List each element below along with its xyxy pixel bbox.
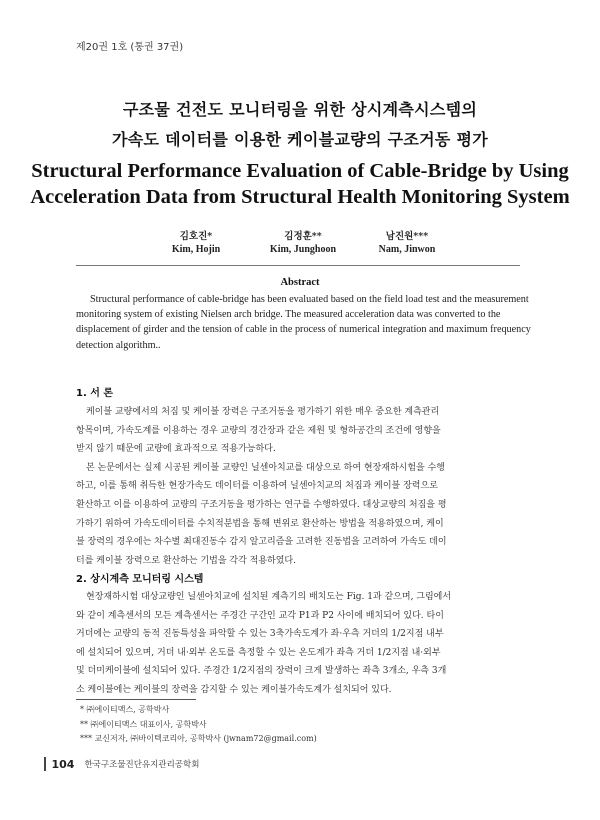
paragraph-line: 소 케이블에는 케이블의 장력을 감지할 수 있는 케이블가속도계가 설치되어 있다. bbox=[76, 684, 392, 695]
abstract-line: detection algorithm.. bbox=[76, 339, 161, 351]
author-2 bbox=[244, 228, 362, 255]
footnote-author-3: *** 교신저자, ㈜바이텍코리아, 공학박사 (jwnam72@gmail.com) bbox=[80, 734, 317, 743]
footnote-divider bbox=[76, 699, 196, 700]
footnote-author-1: * ㈜에이티맥스, 공학박사 bbox=[80, 705, 170, 714]
paragraph-line: 블 장력의 경우에는 차수별 최대진동수 감지 알고리즘을 고려한 진동법을 고려하여 가속도 데이 bbox=[76, 537, 447, 548]
author-1-korean-name: 김호진* bbox=[179, 231, 213, 242]
author-list bbox=[0, 228, 600, 255]
author-3-english-name: Nam, Jinwon bbox=[378, 244, 436, 255]
header-divider bbox=[76, 265, 520, 266]
paragraph-line: 에 설치되어 있으며, 거더 내·외부 온도를 측정할 수 있는 온도계가 좌측 거더 1/2지점 내·외부 bbox=[76, 647, 441, 658]
abstract-line: Structural performance of cable-bridge has been evaluated based on the field load test and the measurement bbox=[90, 294, 529, 305]
paragraph-line: 거더에는 교량의 동적 진동특성을 파악할 수 있는 3축가속도계가 좌·우측 거더의 1/2지점 내부 bbox=[76, 629, 444, 640]
paragraph-line: 받지 않기 때문에 교량에 효과적으로 적용가능하다. bbox=[76, 444, 276, 455]
english-title-line-1: Structural Performance Evaluation of Cable-Bridge by Using bbox=[31, 160, 569, 182]
paragraph-line: 가하기 위하여 가속도데이터를 수치적분법을 통해 변위로 환산하는 방법을 적용하였으며, 케이 bbox=[76, 518, 444, 529]
abstract-heading: Abstract bbox=[280, 277, 320, 288]
footnote-author-2: ** ㈜에이티맥스 대표이사, 공학박사 bbox=[80, 719, 207, 729]
paragraph-line: 본 논문에서는 실제 시공된 케이블 교량인 닐센아치교를 대상으로 하여 현장재하시험을 수행 bbox=[86, 462, 445, 473]
author-3-korean-name: 남진원*** bbox=[385, 231, 429, 242]
korean-title-line-2: 가속도 데이터를 이용한 케이블교량의 구조거동 평가 bbox=[112, 130, 488, 149]
page-footer bbox=[44, 757, 199, 771]
section-1-body bbox=[76, 403, 524, 570]
paragraph-line: 및 더미케이블에 설치되어 있다. 주경간 1/2지점의 장력이 크게 발생하는 좌측 3개소, 우측 3개 bbox=[76, 666, 447, 677]
paragraph-line: 항목이며, 가속도계를 이용하는 경우 교량의 경간장과 같은 제원 및 형하공간의 조건에 영향을 bbox=[76, 425, 441, 436]
paragraph-line: 환산하고 이를 이용하여 교량의 구조거동을 평가하는 연구를 수행하였다. 대상교량의 처짐을 평 bbox=[76, 499, 447, 510]
abstract-line: monitoring system of existing Nielsen arch bridge. The measured acceleration data was converted to the bbox=[76, 309, 501, 321]
korean-title-line-1: 구조물 건전도 모니터링을 위한 상시계측시스템의 bbox=[122, 100, 478, 119]
footer-bar bbox=[44, 757, 46, 771]
author-1 bbox=[148, 228, 244, 255]
section-2-heading: 2. 상시계측 모니터링 시스템 bbox=[76, 574, 204, 585]
paragraph-line: 하고, 이를 통해 취득한 현장가속도 데이터를 이용하여 닐센아치교의 처짐과 케이블 장력으로 bbox=[76, 481, 438, 492]
author-2-korean-name: 김정훈** bbox=[284, 231, 322, 242]
publisher-name: 한국구조물진단유지관리공학회 bbox=[84, 760, 200, 770]
footnotes bbox=[80, 703, 317, 747]
paragraph-line: 케이블 교량에서의 처짐 및 케이블 장력은 구조거동을 평가하기 위한 매우 중요한 계측관리 bbox=[86, 407, 440, 417]
author-2-english-name: Kim, Junghoon bbox=[269, 244, 337, 255]
paragraph-line: 와 같이 계측센서의 모든 계측센서는 주경간 구간인 교각 P1과 P2 사이에 배치되어 있다. 타이 bbox=[76, 610, 444, 621]
section-2-body bbox=[76, 588, 524, 700]
abstract-body bbox=[76, 292, 531, 353]
journal-volume: 제20권 1호 (통권 37권) bbox=[76, 42, 184, 53]
author-3 bbox=[362, 228, 452, 255]
paragraph-line: 현장재하시험 대상교량인 닐센아치교에 설치된 계측기의 배치도는 Fig. 1과 같으며, 그림에서 bbox=[86, 592, 452, 602]
author-1-english-name: Kim, Hojin bbox=[171, 244, 221, 255]
page-number: 104 bbox=[51, 757, 75, 771]
abstract-line: displacement of girder and the tension of cable in the process of numerical integration and maximum frequency bbox=[76, 324, 531, 336]
english-title-line-2: Acceleration Data from Structural Health Monitoring System bbox=[30, 186, 570, 208]
section-1-heading: 1. 서 론 bbox=[76, 388, 114, 399]
paragraph-line: 터를 케이블 장력으로 환산하는 기법을 각각 적용하였다. bbox=[76, 555, 296, 566]
